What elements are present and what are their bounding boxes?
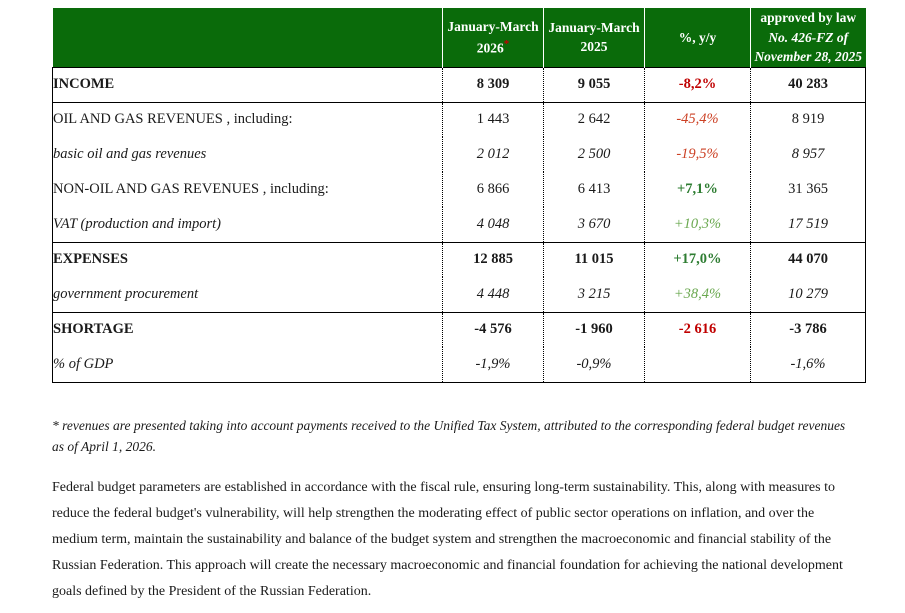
row-value-2026: 6 866: [443, 172, 544, 207]
row-value-2025: 2 500: [544, 137, 645, 172]
table-row: [53, 242, 866, 277]
row-value-yy: -45,4%: [645, 102, 751, 137]
row-label: NON-OIL AND GAS REVENUES , including:: [53, 172, 443, 207]
table-row: [53, 277, 866, 312]
header-2026-line1: January-March: [447, 19, 539, 35]
header-2025-line1: January-March: [548, 19, 640, 35]
row-value-2025: -0,9%: [544, 347, 645, 382]
row-label: INCOME: [53, 67, 443, 102]
table-row: [53, 172, 866, 207]
header-law-line2: No. 426-FZ of: [768, 29, 849, 45]
row-value-law: 8 919: [751, 102, 866, 137]
table-row: [53, 207, 866, 242]
row-value-2025: 2 642: [544, 102, 645, 137]
row-label: EXPENSES: [53, 242, 443, 277]
federal-budget-table: [52, 8, 866, 383]
row-value-2026: 1 443: [443, 102, 544, 137]
row-label: % of GDP: [53, 347, 443, 382]
row-value-2026: 8 309: [443, 67, 544, 102]
row-value-law: 40 283: [751, 67, 866, 102]
row-value-2026: -1,9%: [443, 347, 544, 382]
header-cell-2025: [544, 8, 645, 67]
row-value-2025: -1 960: [544, 312, 645, 347]
body-paragraph: Federal budget parameters are established in accordance with the fiscal rule, ensuring long-term sustainability. This, along with measures to reduce the federal budget's vulnerability, will help strengthen the moderating effect of public sector operations on inflation, and over the medium term, maintain the sustainability and balance of the budget system and strengthen the macroeconomic and financial stability of the Russian Federation. This approach will create the necessary macroeconomic and financial foundation for achieving the national development goals defined by the President of the Russian Federation.: [52, 480, 843, 599]
row-value-law: 31 365: [751, 172, 866, 207]
row-value-law: 10 279: [751, 277, 866, 312]
row-label: VAT (production and import): [53, 207, 443, 242]
row-value-yy: -2 616: [645, 312, 751, 347]
table-row: [53, 67, 866, 102]
row-label: government procurement: [53, 277, 443, 312]
table-row: [53, 137, 866, 172]
row-value-2025: 6 413: [544, 172, 645, 207]
row-label: basic oil and gas revenues: [53, 137, 443, 172]
row-value-law: 17 519: [751, 207, 866, 242]
row-value-2026: -4 576: [443, 312, 544, 347]
table-header-row: [53, 8, 866, 67]
row-value-2025: 3 215: [544, 277, 645, 312]
table-row: [53, 347, 866, 382]
row-value-2025: 3 670: [544, 207, 645, 242]
row-label: SHORTAGE: [53, 312, 443, 347]
row-value-yy: -19,5%: [645, 137, 751, 172]
row-value-yy: +17,0%: [645, 242, 751, 277]
row-value-law: 8 957: [751, 137, 866, 172]
row-value-2026: 12 885: [443, 242, 544, 277]
header-cell-yy: [645, 8, 751, 67]
table-row: [53, 312, 866, 347]
row-value-law: -3 786: [751, 312, 866, 347]
header-law-line3: November 28, 2025: [754, 49, 863, 65]
header-cell-approved-by-law: [751, 8, 866, 67]
header-yy-label: %, y/y: [678, 29, 717, 45]
row-value-2026: 2 012: [443, 137, 544, 172]
header-cell-2026: [443, 8, 544, 67]
row-value-2025: 9 055: [544, 67, 645, 102]
header-law-line1: approved by law: [760, 10, 857, 25]
table-row: [53, 102, 866, 137]
row-value-2026: 4 448: [443, 277, 544, 312]
row-value-2026: 4 048: [443, 207, 544, 242]
row-value-law: 44 070: [751, 242, 866, 277]
table-footnote: * revenues are presented taking into account payments received to the Unified Tax System, attributed to the corresponding federal budget revenues as of April 1, 2026.: [52, 418, 846, 454]
row-value-law: -1,6%: [751, 347, 866, 382]
header-cell-blank: [53, 8, 443, 67]
header-2026-asterisk: *: [503, 37, 510, 50]
header-2025-line2: 2025: [580, 39, 608, 55]
row-value-yy: +10,3%: [645, 207, 751, 242]
row-value-yy: -8,2%: [645, 67, 751, 102]
row-value-yy: +7,1%: [645, 172, 751, 207]
row-value-yy: [645, 347, 751, 382]
row-value-2025: 11 015: [544, 242, 645, 277]
row-value-yy: +38,4%: [645, 277, 751, 312]
row-label: OIL AND GAS REVENUES , including:: [53, 102, 443, 137]
header-2026-line2: 2026: [476, 40, 504, 56]
